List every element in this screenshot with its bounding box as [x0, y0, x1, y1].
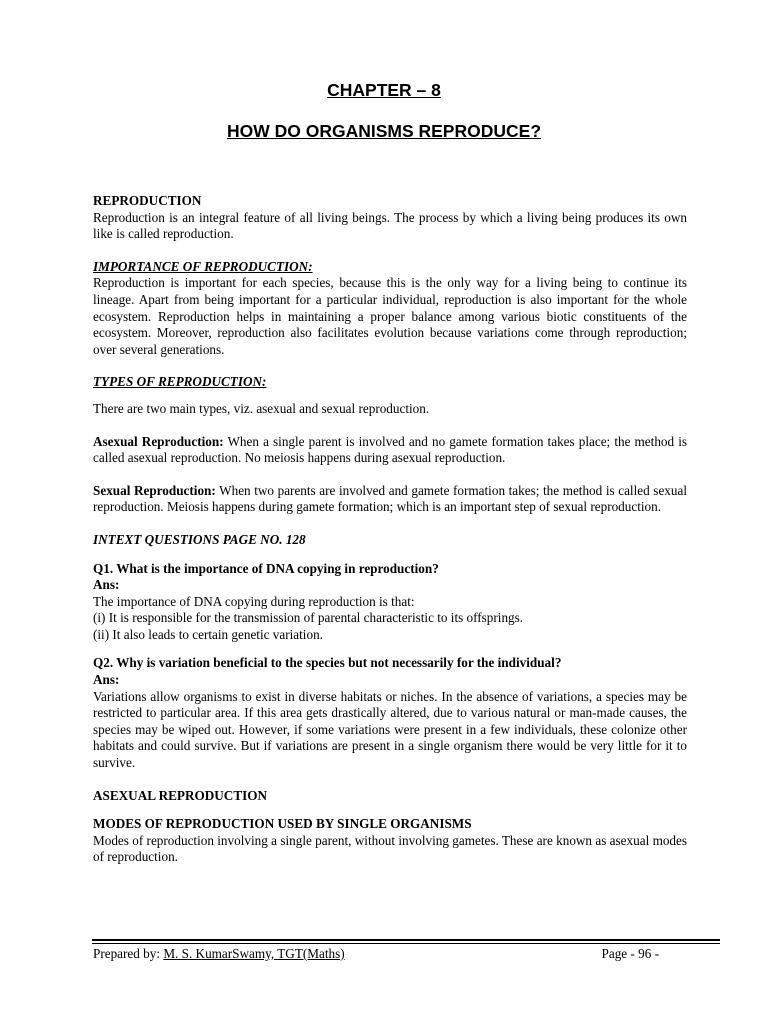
- page-footer: [93, 946, 659, 962]
- reproduction-text: Reproduction is an integral feature of all living beings. The process by which a living being produces its own like is called reproduction.: [93, 209, 687, 242]
- footer-divider: [92, 939, 720, 941]
- chapter-heading: CHAPTER – 8: [327, 80, 441, 100]
- question-2-ans-label: Ans:: [93, 672, 120, 688]
- document-body: [93, 193, 687, 866]
- question-1-ans-line: The importance of DNA copying during reproduction is that:: [93, 593, 415, 609]
- asexual-text: When a single parent is involved and no gamete formation takes place; the method is called asexual reproduction. No meiosis happens during asexual reproduction.: [93, 433, 687, 466]
- importance-text: Reproduction is important for each species, because this is the only way for a living being to continue its lineage. Apart from being important for a particular individual, reproduction is also important for the whole ecosystem. Reproduction helps in maintaining a proper balance among various biotic constituents of the ecosystem. Moreover, reproduction also facilitates evolution because variations come through reproduction; over several generations.: [93, 275, 687, 357]
- question-2: Q2. Why is variation beneficial to the species but not necessarily for the individual?: [93, 655, 562, 671]
- footer-prepared-label: Prepared by:: [93, 946, 164, 961]
- question-1-ans-line: (i) It is responsible for the transmission of parental characteristic to its offsprings.: [93, 610, 524, 626]
- modes-text: Modes of reproduction involving a single parent, without involving gametes. These are known as asexual modes of reproduction.: [93, 832, 687, 865]
- footer-author: M. S. KumarSwamy, TGT(Maths): [163, 946, 345, 961]
- footer-divider-thin: [92, 943, 720, 944]
- chapter-title: HOW DO ORGANISMS REPRODUCE?: [226, 121, 542, 141]
- asexual-section-title: ASEXUAL REPRODUCTION: [93, 787, 268, 803]
- types-intro: There are two main types, viz. asexual and sexual reproduction.: [93, 400, 430, 416]
- types-title: TYPES OF REPRODUCTION:: [93, 374, 267, 390]
- sexual-label: Sexual Reproduction:: [93, 482, 216, 498]
- sexual-definition: [93, 483, 687, 516]
- modes-title: MODES OF REPRODUCTION USED BY SINGLE ORGANISMS: [93, 816, 472, 832]
- asexual-definition: [93, 434, 687, 467]
- sexual-text: When two parents are involved and gamete formation takes; the method is called sexual reproduction. Meiosis happens during gamete formation; which is an important step of sexual reproduction.: [93, 482, 687, 515]
- question-1-ans-line: (ii) It also leads to certain genetic variation.: [93, 626, 323, 642]
- footer-page-number: Page - 96 -: [601, 946, 659, 961]
- asexual-label: Asexual Reproduction:: [93, 433, 224, 449]
- question-1: Q1. What is the importance of DNA copying in reproduction?: [93, 560, 439, 576]
- question-1-ans-label: Ans:: [93, 577, 120, 593]
- intext-title: INTEXT QUESTIONS PAGE NO. 128: [93, 531, 306, 547]
- question-2-ans-text: Variations allow organisms to exist in diverse habitats or niches. In the absence of variations, a species may be restricted to particular area. If this area gets drastically altered, due to various natural or man-made causes, the species may be wiped out. However, if some variations were present in a few individuals, these colonize other habitats and could survive. But if variations are present in a single organism there would be very little for it to survive.: [93, 688, 687, 771]
- reproduction-title: REPRODUCTION: [93, 193, 202, 208]
- importance-title: IMPORTANCE OF REPRODUCTION:: [93, 258, 313, 274]
